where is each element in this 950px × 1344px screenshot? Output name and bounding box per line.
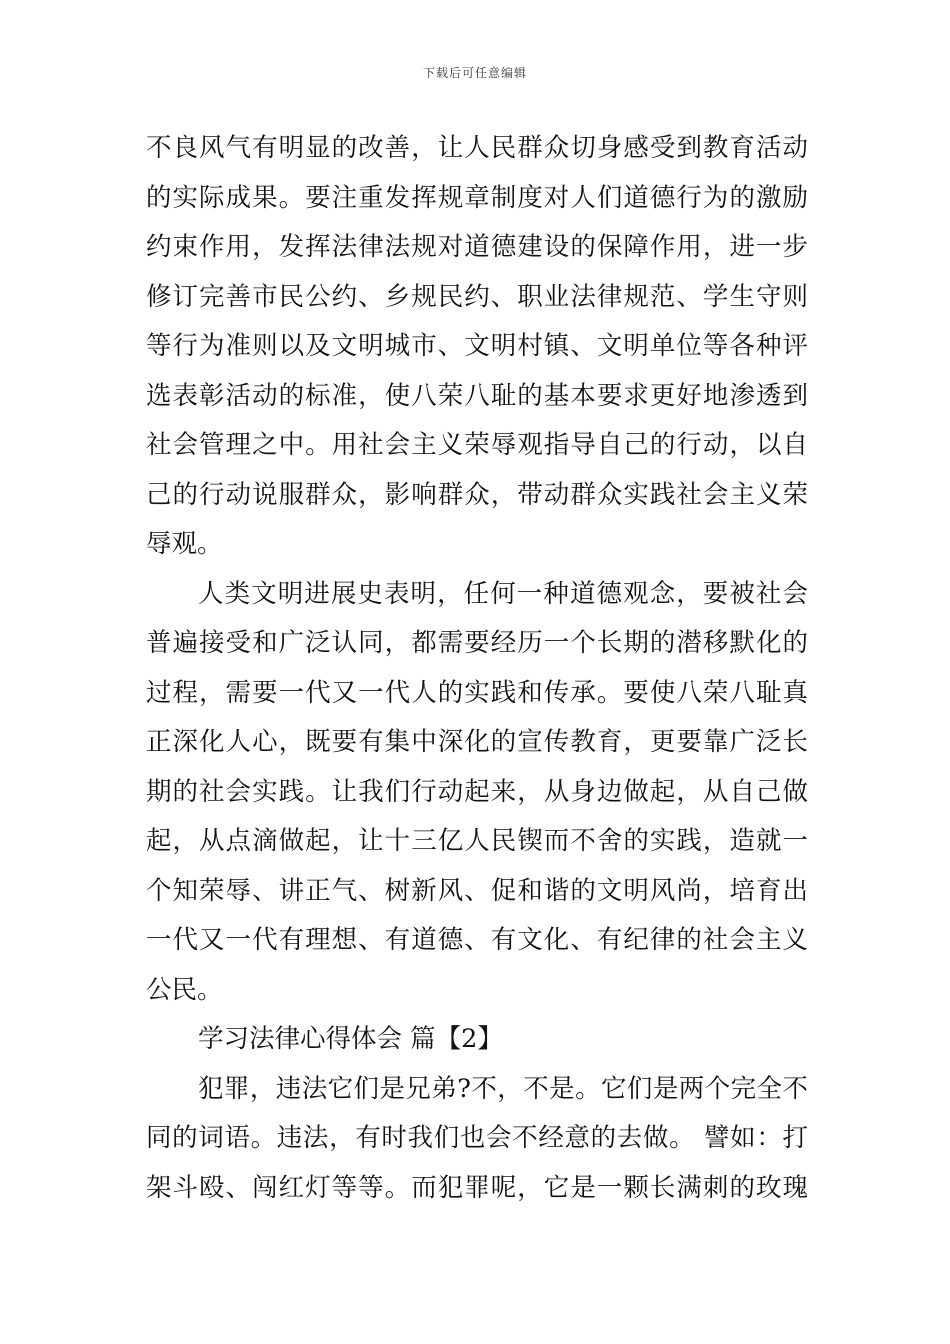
page-header-note: 下载后可任意编辑 (422, 66, 527, 80)
text-line: 公民。 (146, 974, 223, 1005)
text-line: 同的词语。违法，有时我们也会不经意的去做。 譬如：打 (146, 1123, 808, 1153)
text-line: 期的社会实践。让我们行动起来，从身边做起，从自己做 (146, 776, 808, 807)
text-line: 一代又一代有理想、有道德、有文化、有纪律的社会主义 (146, 925, 808, 955)
text-line: 架斗殴、闯红灯等等。而犯罪呢，它是一颗长满刺的玫瑰 (146, 1172, 808, 1203)
text-line: 己的行动说服群众，影响群众，带动群众实践社会主义荣 (146, 479, 808, 510)
section-heading: 学习法律心得体会 篇【2】 (198, 1024, 503, 1054)
text-line: 修订完善市民公约、乡规民约、职业法律规范、学生守则 (146, 281, 808, 312)
text-line: 人类文明进展史表明，任何一种道德观念，要被社会 (198, 578, 808, 609)
text-line: 等行为准则以及文明城市、文明村镇、文明单位等各种评 (146, 331, 808, 361)
text-line: 个知荣辱、讲正气、树新风、促和谐的文明风尚，培育出 (146, 875, 808, 906)
text-line: 选表彰活动的标准，使八荣八耻的基本要求更好地渗透到 (146, 380, 808, 411)
text-line: 犯罪，违法它们是兄弟?不，不是。它们是两个完全不 (198, 1073, 808, 1104)
document-body (146, 124, 808, 1213)
text-line: 不良风气有明显的改善，让人民群众切身感受到教育活动 (146, 133, 808, 163)
text-line: 起，从点滴做起，让十三亿人民锲而不舍的实践，造就一 (146, 826, 808, 856)
text-line: 辱观。 (146, 529, 223, 559)
text-line: 正深化人心，既要有集中深化的宣传教育，更要靠广泛长 (146, 727, 808, 757)
text-line: 约束作用，发挥法律法规对道德建设的保障作用，进一步 (146, 232, 808, 262)
text-line: 普遍接受和广泛认同，都需要经历一个长期的潜移默化的 (146, 628, 808, 658)
text-line: 过程，需要一代又一代人的实践和传承。要使八荣八耻真 (146, 677, 808, 708)
text-line: 的实际成果。要注重发挥规章制度对人们道德行为的激励 (146, 182, 808, 213)
text-line: 社会管理之中。用社会主义荣辱观指导自己的行动，以自 (146, 430, 808, 460)
